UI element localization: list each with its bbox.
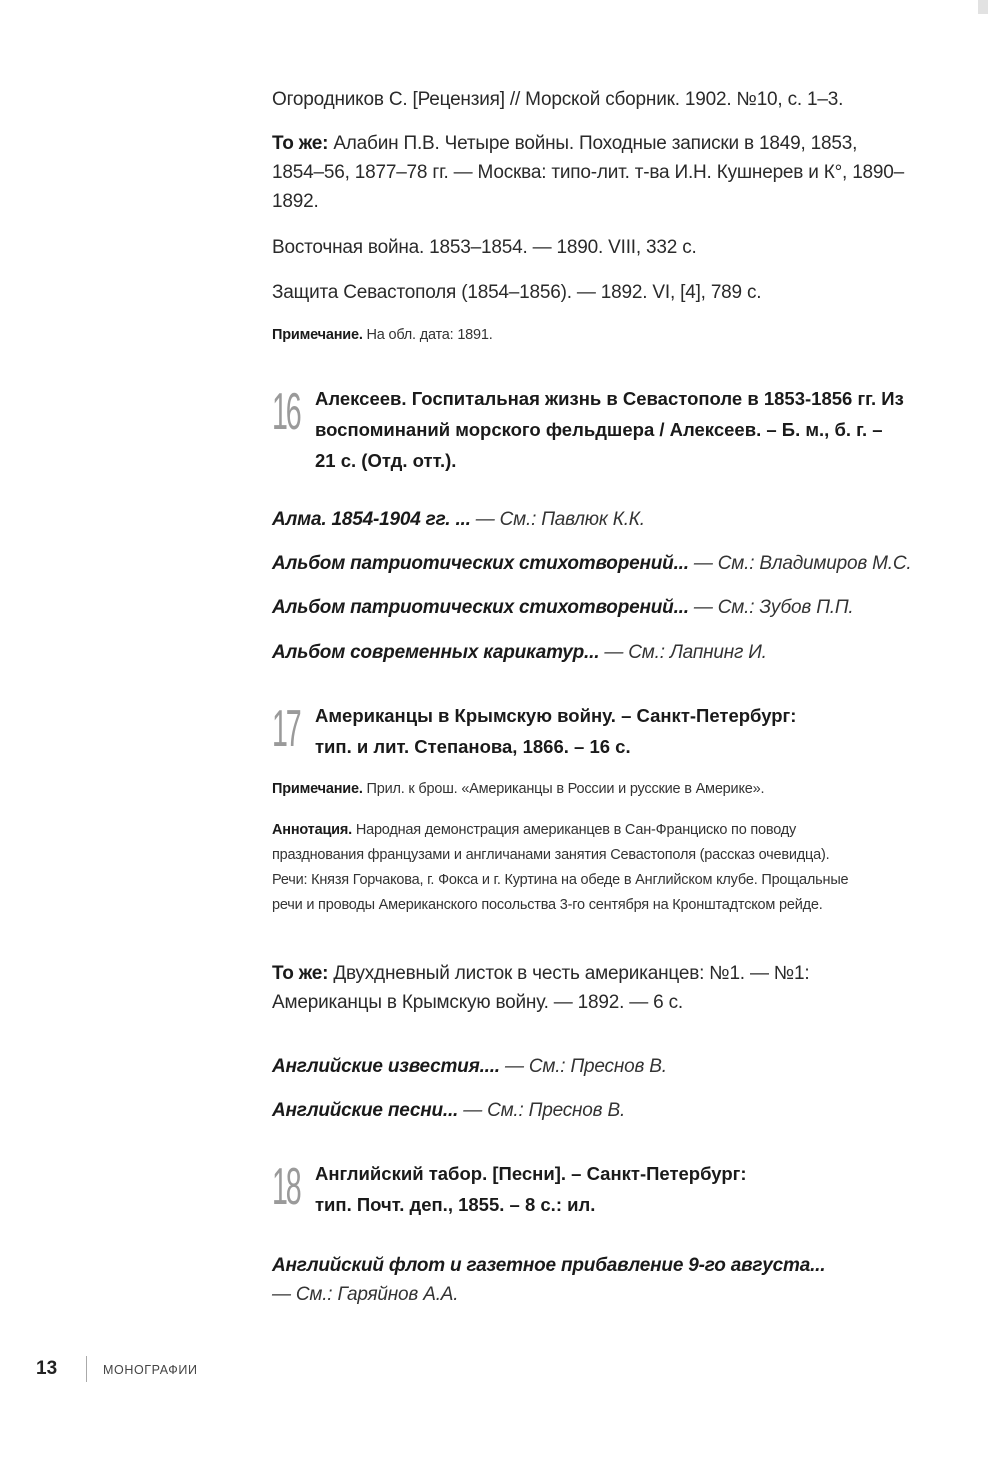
ref-title: Английские известия....	[272, 1056, 500, 1077]
text-ogorodnikov: Огородников С. [Рецензия] // Морской сборник. 1902. №10, с. 1–3.	[272, 89, 844, 110]
note-text: Прил. к брош. «Американцы в России и русские в Америке».	[366, 781, 765, 797]
to-zhe-text: Алабин П.В. Четыре войны. Походные записки в 1849, 1853, 1854–56, 1877–78 гг. — Москва: типо-лит. т-ва И.Н. Кушнерев и К°, 1890–1892.	[272, 133, 905, 212]
see-reference	[272, 1096, 912, 1125]
text-vostochnaya-voyna: Восточная война. 1853–1854. — 1890. VIII, 332 с.	[272, 237, 697, 258]
entry-number-16: 16	[272, 383, 300, 441]
ref-see: — См.: Лапнинг И.	[604, 642, 767, 663]
annotation-text: Народная демонстрация американцев в Сан-Франциско по поводу празднования французами и англичанами занятия Севастополя (рассказ очевидца). Речи: Князя Горчакова, г. Фокса и г. Куртина на обеде в Английском клубе. Прощальные речи и проводы Американского посольства 3-го сентября на Кронштадтском рейде.	[272, 822, 849, 913]
footer-divider	[86, 1356, 87, 1382]
ref-title: Альбом патриотических стихотворений...	[272, 553, 689, 574]
ref-see: — См.: Преснов В.	[463, 1100, 626, 1121]
see-reference	[272, 1052, 912, 1081]
note-text: На обл. дата: 1891.	[366, 327, 493, 343]
page-corner-mark	[978, 0, 988, 14]
text-zashchita-sevastopolya: Защита Севастополя (1854–1856). — 1892. VI, [4], 789 с.	[272, 282, 762, 303]
ref-see: — См.: Зубов П.П.	[693, 597, 854, 618]
entry-17-title: Американцы в Крымскую войну. – Санкт-Петербург: тип. и лит. Степанова, 1866. – 16 с.	[315, 705, 797, 757]
to-zhe-text: Двухдневный листок в честь американцев: №1. — №1: Американцы в Крымскую войну. — 1892. — 6 с.	[272, 963, 810, 1013]
see-reference	[272, 505, 912, 534]
ref-title: Альбом современных карикатур...	[272, 642, 600, 663]
ref-see: — См.: Владимиров М.С.	[693, 553, 912, 574]
page-number: 13	[36, 1358, 58, 1379]
see-reference	[272, 638, 912, 667]
text-to-zhe-alabin	[272, 129, 912, 216]
to-zhe-label: То же:	[272, 133, 329, 154]
see-reference	[272, 1251, 832, 1309]
entry-number-17: 17	[272, 700, 300, 758]
annotation-17	[272, 818, 852, 918]
ref-title: Алма. 1854-1904 гг. ...	[272, 509, 471, 530]
to-zhe-label: То же:	[272, 963, 329, 984]
note-label: Примечание.	[272, 781, 363, 797]
see-reference	[272, 593, 912, 622]
ref-title: Английские песни...	[272, 1100, 459, 1121]
ref-see: — См.: Павлюк К.К.	[475, 509, 645, 530]
section-label: МОНОГРАФИИ	[103, 1363, 198, 1377]
ref-title: Английский флот и газетное прибавление 9-го августа...	[272, 1255, 826, 1276]
annotation-label: Аннотация.	[272, 822, 352, 838]
see-reference	[272, 549, 912, 578]
ref-see: — См.: Гаряйнов А.А.	[272, 1284, 459, 1305]
entry-16-title: Алексеев. Госпитальная жизнь в Севастополе в 1853-1856 гг. Из воспоминаний морского фельдшера / Алексеев. – Б. м., б. г. – 21 с. (Отд. отт.).	[315, 388, 904, 471]
note-1	[272, 323, 912, 348]
text-to-zhe-17	[272, 959, 812, 1017]
entry-number-18: 18	[272, 1158, 300, 1216]
ref-see: — См.: Преснов В.	[504, 1056, 667, 1077]
note-17	[272, 777, 912, 802]
note-label: Примечание.	[272, 327, 363, 343]
ref-title: Альбом патриотических стихотворений...	[272, 597, 689, 618]
entry-18-title: Английский табор. [Песни]. – Санкт-Петербург: тип. Почт. деп., 1855. – 8 с.: ил.	[315, 1163, 747, 1215]
